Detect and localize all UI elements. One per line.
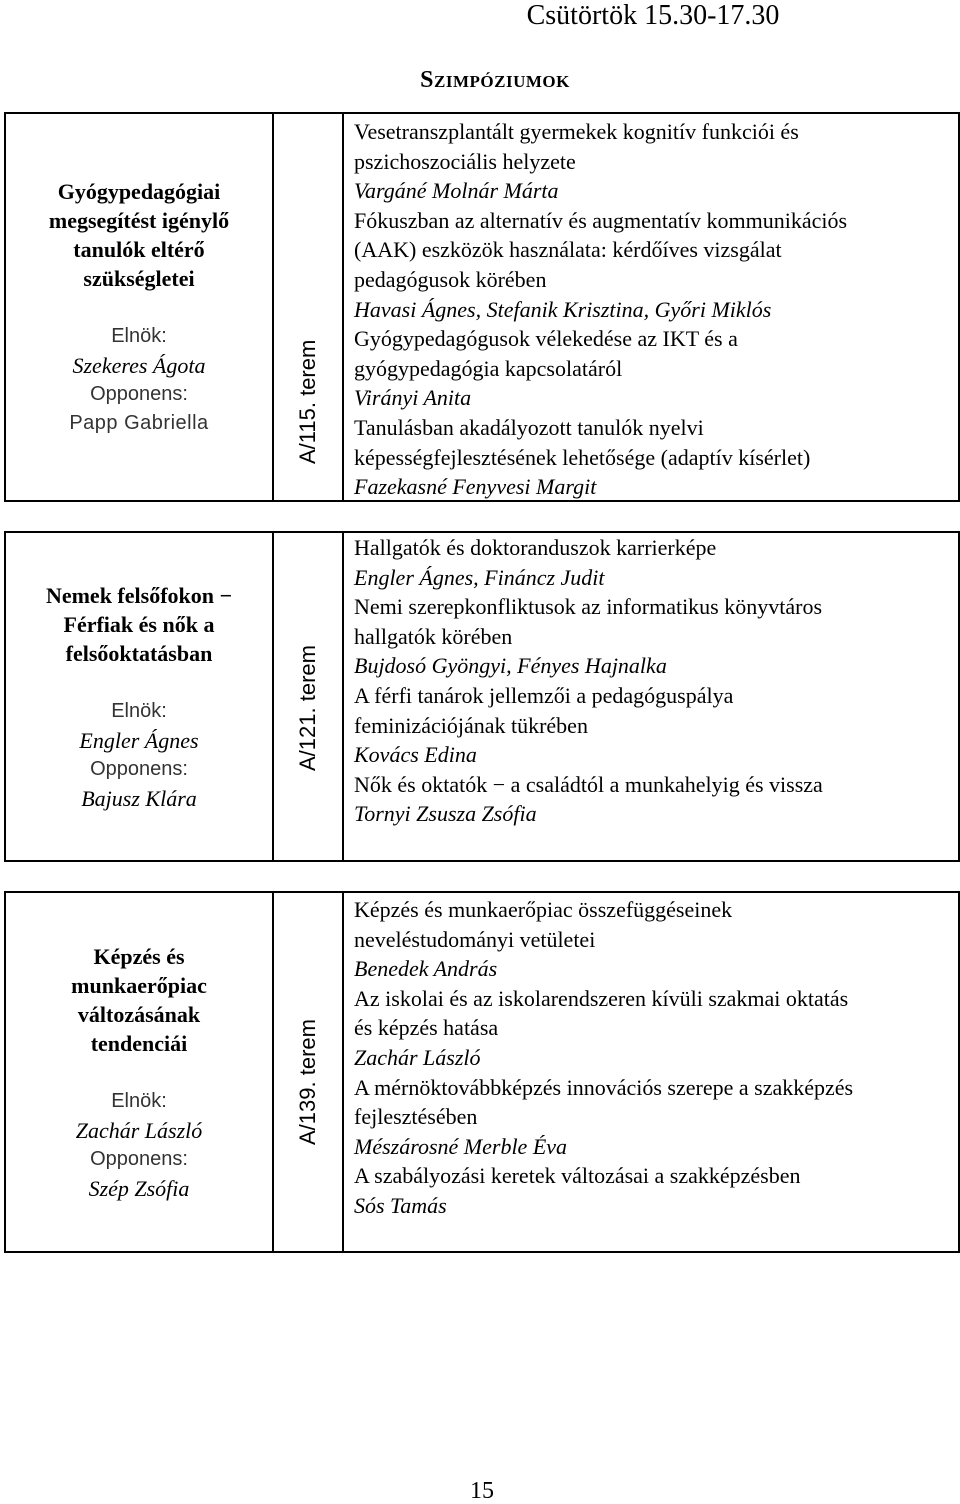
chair-name: Engler Ágnes [79, 727, 199, 753]
symposium-info [6, 533, 272, 860]
opponent-label: Opponens: [90, 757, 188, 780]
room-label: A/121. terem [295, 645, 320, 771]
symposium-info [6, 893, 272, 1251]
talk-list [344, 893, 958, 1251]
talk-list [344, 114, 958, 500]
opponent-label: Opponens: [90, 382, 188, 405]
symposium-block [4, 891, 960, 1253]
chair-label: Elnök: [111, 1089, 167, 1112]
talk-authors: Havasi Ágnes, Stefanik Krisztina, Győri Miklós [354, 296, 772, 322]
opponent-name: Papp Gabriella [69, 411, 209, 434]
talk-title: Gyógypedagógusok vélekedése az IKT és a gyógypedagógia kapcsolatáról [354, 326, 738, 381]
talk-title: Képzés és munkaerőpiac összefüggéseinek neveléstudományi vetületei [354, 897, 733, 952]
talk-list [344, 533, 958, 860]
section-title: Szimpóziumok [420, 67, 570, 93]
talk-title: A mérnöktovábbképzés innovációs szerepe a szakképzés fejlesztésében [354, 1074, 854, 1130]
talk-title: Tanulásban akadályozott tanulók nyelvi képességfejlesztésének lehetősége (adaptív kísérlet) [354, 414, 811, 470]
talk-title: Nemi szerepkonfliktusok az informatikus könyvtáros hallgatók körében [354, 594, 823, 649]
symposium-block [4, 531, 960, 862]
chair-label: Elnök: [111, 324, 167, 347]
page-number: 15 [470, 1478, 494, 1504]
symposium-title: Képzés és munkaerőpiac változásának tendenciái [71, 943, 207, 1056]
symposium-title: Gyógypedagógiai megsegítést igénylő tanulók eltérő szükségletei [48, 178, 230, 291]
chair-label: Elnök: [111, 699, 167, 722]
talk-title: Hallgatók és doktoranduszok karrierképe [354, 535, 717, 560]
room-column [272, 893, 344, 1251]
talk-title: Az iskolai és az iskolarendszeren kívüli szakmai oktatás és képzés hatása [354, 985, 849, 1041]
talk-title: Nők és oktatók − a családtól a munkahelyig és vissza [354, 771, 823, 797]
opponent-name: Szép Zsófia [88, 1175, 190, 1201]
talk-authors: Virányi Anita [354, 385, 472, 411]
symposium-title: Nemek felsőfokon − Férfiak és nők a felsőoktatásban [45, 582, 233, 666]
talk-authors: Bujdosó Gyöngyi, Fényes Hajnalka [354, 653, 667, 679]
talk-authors: Engler Ágnes, Fináncz Judit [354, 564, 605, 590]
talk-title: A férfi tanárok jellemzői a pedagóguspálya feminizációjának tükrében [354, 682, 734, 738]
session-time: Csütörtök 15.30-17.30 [526, 0, 780, 31]
chair-name: Zachár László [75, 1117, 203, 1143]
talk-authors: Vargáné Molnár Márta [354, 178, 559, 204]
opponent-name: Bajusz Klára [81, 785, 197, 811]
chair-name: Szekeres Ágota [72, 352, 206, 378]
talk-authors: Sós Tamás [354, 1192, 447, 1218]
talk-title: Fókuszban az alternatív és augmentatív kommunikációs (AAK) eszközök használata: kérdőíves vizsgálat pedagógusok körében [354, 207, 848, 292]
talk-title: Vesetranszplantált gyermekek kognitív funkciói és pszichoszociális helyzete [354, 119, 799, 174]
talk-authors: Tornyi Zsusza Zsófia [354, 801, 537, 827]
talk-authors: Kovács Edina [354, 742, 477, 768]
room-label: A/115. terem [295, 339, 320, 464]
opponent-label: Opponens: [90, 1147, 188, 1170]
talk-authors: Zachár László [354, 1044, 481, 1070]
talk-authors: Fazekasné Fenyvesi Margit [354, 474, 597, 500]
room-column [272, 533, 344, 860]
talk-title: A szabályozási keretek változásai a szakképzésben [354, 1163, 801, 1189]
symposium-info [6, 114, 272, 500]
symposium-block [4, 112, 960, 502]
talk-authors: Mészárosné Merble Éva [354, 1133, 568, 1159]
room-column [272, 114, 344, 500]
talk-authors: Benedek András [354, 956, 498, 982]
room-label: A/139. terem [295, 1019, 320, 1145]
